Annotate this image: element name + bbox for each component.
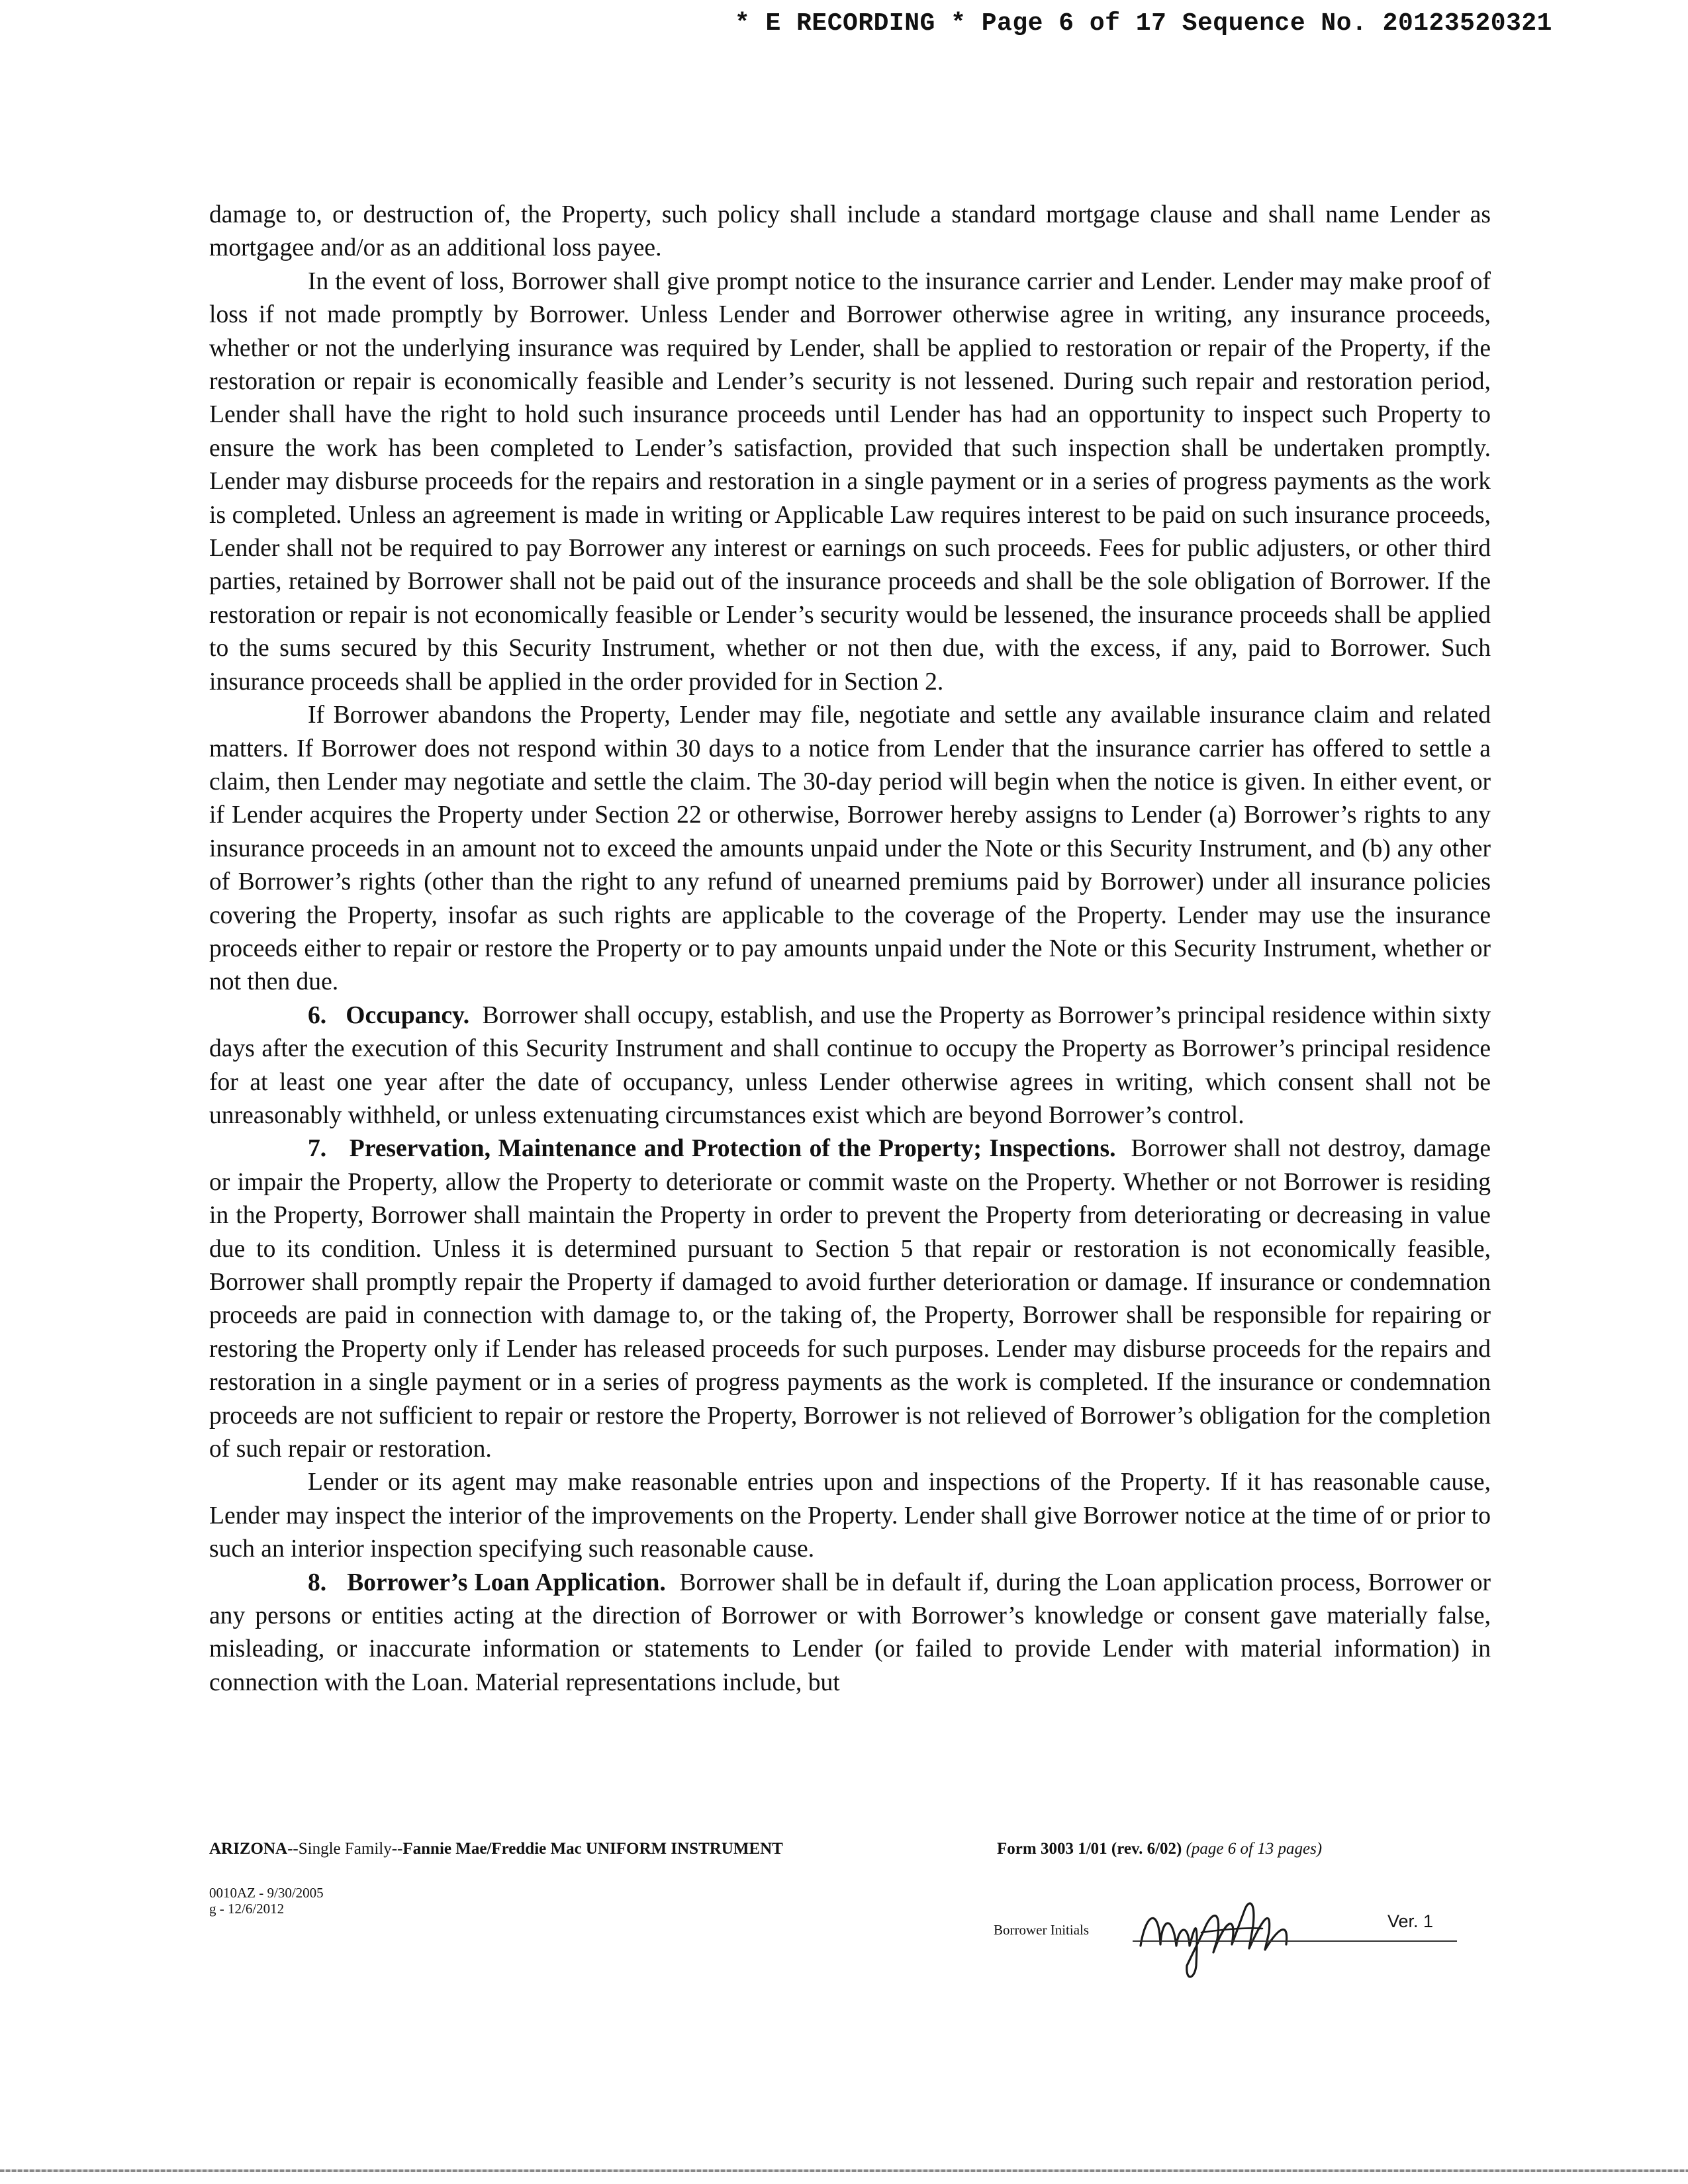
page-footer bbox=[209, 1840, 1491, 1992]
paragraph-event-of-loss: In the event of loss, Borrower shall give prompt notice to the insurance carrier and Lender. Lender may make proof of loss if not made promptly by Borrower. Unless Lender and Borrower otherwise agree in writing, any insurance proceeds, whether or not the underlying insurance was required by Lender, shall be applied to restoration or repair of the Property, if the restoration or repair is economically feasible and Lender’s security is not lessened. During such repair and restoration period, Lender shall have the right to hold such insurance proceeds until Lender has had an opportunity to inspect such Property to ensure the work has been completed to Lender’s satisfaction, provided that such inspection shall be undertaken promptly. Lender may disburse proceeds for the repairs and restoration in a single payment or in a series of progress payments as the work is completed. Unless an agreement is made in writing or Applicable Law requires interest to be paid on such insurance proceeds, Lender shall not be required to pay Borrower any interest or earnings on such proceeds. Fees for public adjusters, or other third parties, retained by Borrower shall not be paid out of the insurance proceeds and shall be the sole obligation of Borrower. If the restoration or repair is not economically feasible or Lender’s security would be lessened, the insurance proceeds shall be applied to the sums secured by this Security Instrument, whether or not then due, with the excess, if any, paid to Borrower. Such insurance proceeds shall be applied in the order provided for in Section 2. bbox=[209, 267, 1491, 696]
print-code: g - 12/6/2012 bbox=[209, 1901, 285, 1917]
section-7-preservation bbox=[209, 1132, 1491, 1466]
paragraph-abandonment: If Borrower abandons the Property, Lender may file, negotiate and settle any available insurance claim and related matters. If Borrower does not respond within 30 days to a notice from Lender that the insurance carrier has offered to settle a claim, then Lender may negotiate and settle the claim. The 30-day period will begin when the notice is given. In either event, or if Lender acquires the Property under Section 22 or otherwise, Borrower hereby assigns to Lender (a) Borrower’s rights to any insurance proceeds in an amount not to exceed the amounts unpaid under the Note or this Security Instrument, and (b) any other of Borrower’s rights (other than the right to any refund of unearned premiums paid by Borrower) under all insurance policies covering the Property, insofar as such rights are applicable to the coverage of the Property. Lender may use the insurance proceeds either to repair or restore the Property or to pay amounts unpaid under the Note or this Security Instrument, whether or not then due. bbox=[209, 702, 1491, 996]
scan-edge-line bbox=[0, 2169, 1688, 2172]
section-6-title: Occupancy. bbox=[346, 1001, 470, 1029]
state-name: ARIZONA bbox=[209, 1840, 288, 1858]
borrower-initials-signature bbox=[1133, 1866, 1331, 1985]
uniform-instrument-label: Fannie Mae/Freddie Mac UNIFORM INSTRUMENT bbox=[402, 1840, 783, 1858]
form-id: Form 3003 1/01 (rev. 6/02) bbox=[997, 1840, 1182, 1858]
paragraph-inspections: Lender or its agent may make reasonable entries upon and inspections of the Property. If it has reasonable cause, Lender may inspect the interior of the improvements on the Property. Lender shall give Borrower notice at the time of or prior to such an interior inspection specifying such reasonable cause. bbox=[209, 1469, 1491, 1563]
section-7-text: Borrower shall not destroy, damage or impair the Property, allow the Property to deteriorate or commit waste on the Property. Whether or not Borrower is residing in the Property, Borrower shall maintain the Property in order to prevent the Property from deteriorating or decreasing in value due to its condition. Unless it is determined pursuant to Section 5 that repair or restoration is not economically feasible, Borrower shall promptly repair the Property if damaged to avoid further deterioration or damage. If insurance or condemnation proceeds are paid in connection with damage to, or the taking of, the Property, Borrower shall be responsible for repairing or restoring the Property only if Lender has released proceeds for such purposes. Lender may disburse proceeds for the repairs and restoration in a single payment or in a series of progress payments as the work is completed. If the insurance or condemnation proceeds are not sufficient to repair or restore the Property, Borrower is not relieved of Borrower’s obligation for the completion of such repair or restoration. bbox=[209, 1135, 1491, 1463]
recording-header: * E RECORDING * Page 6 of 17 Sequence No. 20123520321 bbox=[734, 9, 1552, 38]
section-6-text: Borrower shall occupy, establish, and use the Property as Borrower’s principal residence within sixty days after the execution of this Security Instrument and shall continue to occupy the Property as Borrower’s principal residence for at least one year after the date of occupancy, unless Lender otherwise agrees in writing, which consent shall not be unreasonably withheld, or unless extenuating circumstances exist which are beyond Borrower’s control. bbox=[209, 1001, 1491, 1129]
section-8-title: Borrower’s Loan Application. bbox=[347, 1569, 666, 1596]
form-number bbox=[997, 1840, 1322, 1858]
section-8-text: Borrower shall be in default if, during the Loan application process, Borrower or any persons or entities acting at the direction of Borrower or with Borrower’s knowledge or consent gave materially false, misleading, or inaccurate information or statements to Lender (or failed to provide Lender with material information) in connection with the Loan. Material representations include, but bbox=[209, 1569, 1491, 1696]
section-6-occupancy bbox=[209, 999, 1491, 1133]
borrower-initials-label: Borrower Initials bbox=[994, 1922, 1090, 1938]
paragraph-insurance-clause: damage to, or destruction of, the Property, such policy shall include a standard mortgage clause and shall name Lender as mortgagee and/or as an additional loss payee. bbox=[209, 201, 1491, 262]
page-count: (page 6 of 13 pages) bbox=[1186, 1840, 1323, 1858]
section-7-number: 7. bbox=[308, 1135, 327, 1163]
property-type: --Single Family-- bbox=[287, 1840, 403, 1858]
document-body bbox=[209, 199, 1491, 1700]
section-8-loan-application bbox=[209, 1567, 1491, 1700]
version-label: Ver. 1 bbox=[1387, 1911, 1434, 1931]
section-7-title: Preservation, Maintenance and Protection of the Property; Inspections. bbox=[349, 1135, 1116, 1163]
instrument-title bbox=[209, 1840, 783, 1858]
form-code: 0010AZ - 9/30/2005 bbox=[209, 1885, 324, 1901]
initials-signature-line bbox=[1133, 1940, 1457, 1942]
section-8-number: 8. bbox=[308, 1569, 327, 1596]
section-6-number: 6. bbox=[308, 1001, 327, 1029]
document-codes bbox=[209, 1885, 324, 1917]
